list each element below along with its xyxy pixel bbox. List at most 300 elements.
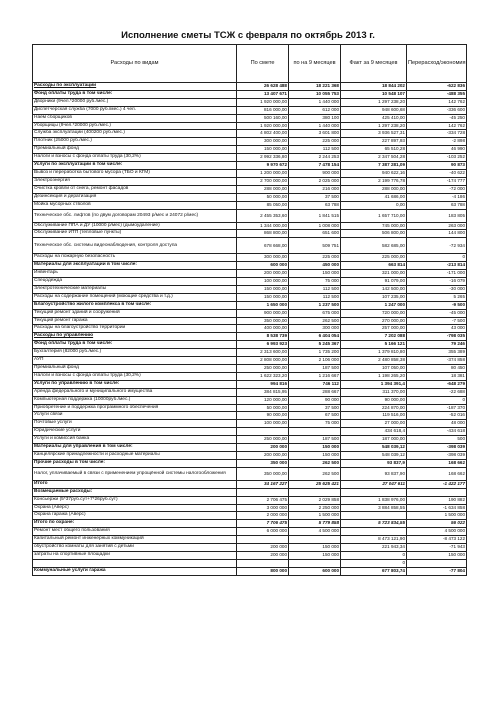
cell-variance: -488 355 (407, 90, 467, 98)
cell-variance: -174 777 (407, 177, 467, 185)
cell-expense-type: Расходы по управлению (33, 333, 237, 341)
cell-budget-9-months (289, 536, 341, 544)
cell-variance: -171 000 (407, 270, 467, 278)
cell-variance: -71 943 (407, 544, 467, 552)
cell-budget: 1 200 000,00 (237, 169, 289, 177)
cell-budget-9-months: 63 788 (289, 201, 341, 209)
cell-actual-9-months: 1 394 391,4 (341, 380, 407, 388)
cell-budget-9-months: 67 500 (289, 412, 341, 420)
cell-budget (237, 428, 289, 436)
cell-actual-9-months (341, 488, 407, 496)
header-expense-type: Расходы по видам (33, 45, 237, 83)
cell-budget: 200 000 (237, 444, 289, 452)
cell-actual-9-months: 288 000,00 (341, 185, 407, 193)
cell-expense-type: Охрана (Аверс) (33, 504, 237, 512)
cell-budget-9-months: 509 751 (289, 238, 341, 254)
cell-budget-9-months: 75 000 (289, 278, 341, 286)
cell-expense-type: Коммунальные услуги гаража (33, 567, 237, 575)
cell-budget: 100 000,00 (237, 278, 289, 286)
cell-expense-type: Диспетчерская служба (7000 руб./мес.) 4 чел. (33, 106, 237, 114)
table-body (33, 83, 467, 576)
cell-budget: 600 000 (237, 262, 289, 270)
cell-variance: 43 000 (407, 325, 467, 333)
cell-actual-9-months: 745 000,00 (341, 222, 407, 230)
table-row (33, 512, 467, 520)
table-row (33, 193, 467, 201)
cell-budget-9-months: 150 000 (289, 451, 341, 459)
cell-budget: 200 000 (237, 544, 289, 552)
cell-variance: 190 882 (407, 496, 467, 504)
cell-actual-9-months: 90 000,00 (341, 396, 407, 404)
cell-budget: 1 920 000,00 (237, 122, 289, 130)
cell-variance: -72 000 (407, 185, 467, 193)
cell-budget-9-months: 150 000 (289, 544, 341, 552)
cell-budget-9-months: 4 500 000 (289, 528, 341, 536)
table-row (33, 169, 467, 177)
cell-budget-9-months: 37 500 (289, 404, 341, 412)
cell-variance: -45 000 (407, 309, 467, 317)
document-title: Исполнение сметы ТСЖ с февраля по октябрь 2013 г. (121, 30, 375, 41)
cell-budget-9-months: 112 500 (289, 146, 341, 154)
cell-actual-9-months: 7 387 281,09 (341, 162, 407, 170)
cell-budget (237, 536, 289, 544)
cell-budget-9-months: 75 000 (289, 420, 341, 428)
cell-budget: 900 000,00 (237, 309, 289, 317)
cell-budget (237, 488, 289, 496)
cell-budget-9-months: 2 250 000 (289, 504, 341, 512)
cell-budget: 400 000,00 (237, 325, 289, 333)
cell-budget: 1 920 000,00 (237, 98, 289, 106)
cell-actual-9-months (341, 512, 407, 520)
cell-budget-9-months: 262 500 (289, 459, 341, 467)
cell-actual-9-months: 65 510,28 (341, 146, 407, 154)
cell-budget-9-months: 1 216 667 (289, 372, 341, 380)
cell-budget: 1 344 000,00 (237, 222, 289, 230)
cell-actual-9-months: 2 199 776,78 (341, 177, 407, 185)
cell-variance: 48 000 (407, 420, 467, 428)
table-row (33, 420, 467, 428)
cell-budget-9-months: 288 667 (289, 388, 341, 396)
cell-budget-9-months: 7 478 154 (289, 162, 341, 170)
cell-actual-9-months: 8 473 121,90 (341, 536, 407, 544)
cell-expense-type: Юридические услуги (33, 428, 237, 436)
table-row (33, 520, 467, 528)
cell-expense-type: Материалы для эксплуатации в том числе: (33, 262, 237, 270)
cell-actual-9-months: 225 000,00 (341, 254, 407, 262)
cell-budget: 200 000,00 (237, 451, 289, 459)
cell-budget: 350 000,00 (237, 317, 289, 325)
header-budget: По смете (237, 45, 289, 83)
cell-variance: 144 800 (407, 230, 467, 238)
cell-budget-9-months: 187 500 (289, 436, 341, 444)
cell-budget-9-months: 600 000 (289, 567, 341, 575)
table-row (33, 130, 467, 138)
cell-budget: 288 000,00 (237, 185, 289, 193)
cell-budget: 9 970 672 (237, 162, 289, 170)
cell-actual-9-months: 663 814 (341, 262, 407, 270)
table-row (33, 238, 467, 254)
table-header-row (33, 45, 467, 83)
table-row (33, 428, 467, 436)
cell-budget-9-months: 150 000 (289, 551, 341, 559)
cell-expense-type: Инвентарь (33, 270, 237, 278)
cell-variance: 79 246 (407, 341, 467, 349)
table-row (33, 412, 467, 420)
cell-expense-type: Консьержи (5*37руб.сут+7*26руб.сут) (33, 496, 237, 504)
cell-variance: -7 500 (407, 317, 467, 325)
cell-actual-9-months: 2 347 504,28 (341, 154, 407, 162)
cell-actual-9-months: 10 548 107 (341, 90, 407, 98)
table-row (33, 341, 467, 349)
cell-expense-type: Канцелярские принадлежности и расходные материалы (33, 451, 237, 459)
cell-variance: -103 252 (407, 154, 467, 162)
cell-variance: -72 934 (407, 238, 467, 254)
cell-actual-9-months: 321 000,00 (341, 270, 407, 278)
cell-budget-9-months: 262 500 (289, 317, 341, 325)
cell-expense-type: Прочие расходы в том числе: (33, 459, 237, 467)
cell-budget-9-months: 150 000 (289, 270, 341, 278)
table-row (33, 254, 467, 262)
cell-actual-9-months: 0,00 (341, 201, 407, 209)
cell-budget: 250 000,00 (237, 365, 289, 373)
table-row (33, 230, 467, 238)
cell-variance: 142 762 (407, 98, 467, 106)
header-budget-9-months: по на 9 месяцев (289, 45, 341, 83)
table-row (33, 309, 467, 317)
cell-budget-9-months: 675 000 (289, 309, 341, 317)
cell-expense-type: Капитальный ремонт инженерных коммуникаций (33, 536, 237, 544)
cell-actual-9-months: 107 050,00 (341, 365, 407, 373)
cell-expense-type: Расходы на пожарную безопасность (33, 254, 237, 262)
cell-budget-9-months (289, 559, 341, 567)
cell-expense-type: Налог, уплачиваемый в связи с применением упрощённой системы налогообложения (33, 467, 237, 480)
cell-budget: 300 000,00 (237, 254, 289, 262)
cell-variance: 500 (407, 436, 467, 444)
cell-expense-type: Материалы для управления в том числе: (33, 444, 237, 452)
cell-expense-type: Услуги по эксплуатации в том числе: (33, 162, 237, 170)
table-row (33, 114, 467, 122)
cell-variance: 5 265 (407, 293, 467, 301)
cell-expense-type: Компьютерная поддержка (10000руб./мес.) (33, 396, 237, 404)
cell-expense-type: Текущий ремонт зданий и сооружений (33, 309, 237, 317)
cell-actual-9-months: 434 618,4 (341, 428, 407, 436)
cell-budget: 2 808 000,00 (237, 357, 289, 365)
cell-variance: -77 804 (407, 567, 467, 575)
cell-budget: 500 160,00 (237, 114, 289, 122)
cell-actual-9-months: 221 943,34 (341, 544, 407, 552)
cell-budget-9-months: 2 244 253 (289, 154, 341, 162)
cell-budget-9-months: 746 112 (289, 380, 341, 388)
cell-actual-9-months: 0 (341, 559, 407, 567)
table-row (33, 301, 467, 309)
cell-expense-type: Расходы по эксплуатации (33, 83, 237, 91)
cell-expense-type: Услуги по управлению в том числе: (33, 380, 237, 388)
cell-actual-9-months: 3 884 858,55 (341, 504, 407, 512)
cell-expense-type: Премиальный фонд (33, 146, 237, 154)
cell-budget-9-months: 25 625 421 (289, 480, 341, 488)
cell-variance: -374 858 (407, 357, 467, 365)
table-row (33, 444, 467, 452)
cell-expense-type: Итого по охране: (33, 520, 237, 528)
cell-budget: 120 000,00 (237, 396, 289, 404)
cell-expense-type: Аренда федерального и муниципального имущества (33, 388, 237, 396)
cell-expense-type: Налоги и взносы с фонда оплаты труда (30,2%) (33, 372, 237, 380)
cell-budget-9-months: 216 000 (289, 185, 341, 193)
cell-expense-type: Текущий ремонт гаража (33, 317, 237, 325)
cell-expense-type: Обслуживание ППА и ДУ (10000 р/мес) (дымоудаление) (33, 222, 237, 230)
table-row (33, 278, 467, 286)
cell-expense-type (33, 559, 237, 567)
cell-actual-9-months: 677 803,74 (341, 567, 407, 575)
cell-expense-type: Спецодежда (33, 278, 237, 286)
cell-actual-9-months: 224 870,00 (341, 404, 407, 412)
table-row (33, 559, 467, 567)
header-variance: Перерасход/экономия (407, 45, 467, 83)
cell-expense-type: Ремонт мест общего пользования (33, 528, 237, 536)
cell-budget: 4 802 400,00 (237, 130, 289, 138)
cell-variance: 183 805 (407, 209, 467, 222)
cell-budget: 6 993 923 (237, 341, 289, 349)
cell-actual-9-months: 93 837,9 (341, 459, 407, 467)
table-row (33, 90, 467, 98)
table-row (33, 162, 467, 170)
table-row (33, 317, 467, 325)
cell-actual-9-months: 1 657 710,00 (341, 209, 407, 222)
cell-actual-9-months: 2 480 858,38 (341, 357, 407, 365)
cell-actual-9-months: 27 000,00 (341, 420, 407, 428)
cell-variance: 142 762 (407, 122, 467, 130)
cell-expense-type: Очистка кровли от снега, ремонт фасадов (33, 185, 237, 193)
cell-variance: -9 500 (407, 301, 467, 309)
cell-expense-type: Благоустройство жилого комплекса в том числе: (33, 301, 237, 309)
table-row (33, 98, 467, 106)
cell-budget: 2 000 000 (237, 512, 289, 520)
cell-actual-9-months: 548 039,12 (341, 451, 407, 459)
cell-budget: 8 538 739 (237, 333, 289, 341)
cell-actual-9-months: 119 516,00 (341, 412, 407, 420)
table-row (33, 388, 467, 396)
cell-actual-9-months: 91 079,00 (341, 278, 407, 286)
table-row (33, 504, 467, 512)
table-row (33, 357, 467, 365)
budget-table (32, 44, 467, 576)
cell-expense-type: Обслуживание ИТП (тепловые пункты) (33, 230, 237, 238)
cell-budget: 2 700 000,00 (237, 177, 289, 185)
cell-actual-9-months: 1 198 265,20 (341, 372, 407, 380)
cell-budget-9-months: 1 237 500 (289, 301, 341, 309)
cell-variance (407, 559, 467, 567)
cell-variance: -4 186 (407, 193, 467, 201)
cell-budget: 6 000 000 (237, 528, 289, 536)
cell-budget-9-months: 380 100 (289, 114, 341, 122)
cell-expense-type: Наем сборщиков (33, 114, 237, 122)
cell-budget-9-months: 6 404 054 (289, 333, 341, 341)
table-row (33, 496, 467, 504)
cell-budget-9-months: 2 025 000 (289, 177, 341, 185)
cell-budget-9-months: 300 000 (289, 325, 341, 333)
cell-actual-9-months: 227 897,93 (341, 138, 407, 146)
cell-variance: -40 622 (407, 169, 467, 177)
cell-actual-9-months: 257 000,00 (341, 325, 407, 333)
cell-variance: -1 634 858 (407, 504, 467, 512)
cell-budget: 300 000,00 (237, 138, 289, 146)
cell-expense-type: Техническое обс. лифтов (по двум договорам 20493 р/мес и 24072 р/мес) (33, 209, 237, 222)
cell-variance: 46 990 (407, 146, 467, 154)
cell-budget: 34 167 227 (237, 480, 289, 488)
table-row (33, 146, 467, 154)
cell-budget: 816 000,00 (237, 106, 289, 114)
cell-expense-type: Бухгалтерия (82000 руб./мес.) (33, 349, 237, 357)
cell-budget-9-months: 2 029 858 (289, 496, 341, 504)
table-row (33, 177, 467, 185)
cell-budget: 3 000 000 (237, 504, 289, 512)
cell-budget: 13 407 671 (237, 90, 289, 98)
cell-budget-9-months: 112 500 (289, 293, 341, 301)
cell-variance (407, 488, 467, 496)
cell-variance: 168 662 (407, 459, 467, 467)
cell-actual-9-months: 1 379 810,80 (341, 349, 407, 357)
cell-expense-type: Техническое обс. системы видеонаблюдения, контроля доступа (33, 238, 237, 254)
cell-actual-9-months: 425 410,00 (341, 114, 407, 122)
cell-budget: 868 800,00 (237, 230, 289, 238)
table-row (33, 365, 467, 373)
table-row (33, 436, 467, 444)
cell-expense-type: Почтовые услуги (33, 420, 237, 428)
cell-actual-9-months: 1 297 238,20 (341, 98, 407, 106)
cell-budget-9-months: 225 000 (289, 254, 341, 262)
cell-budget-9-months: 900 000 (289, 169, 341, 177)
cell-expense-type: Услуги связи (33, 412, 237, 420)
cell-budget-9-months: 3 601 800 (289, 130, 341, 138)
cell-actual-9-months: 41 686,00 (341, 193, 407, 201)
cell-actual-9-months: 311 370,00 (341, 388, 407, 396)
cell-budget-9-months: 225 000 (289, 138, 341, 146)
cell-actual-9-months: 506 800,00 (341, 230, 407, 238)
cell-actual-9-months: 1 297 238,20 (341, 122, 407, 130)
cell-variance: -434 618 (407, 428, 467, 436)
cell-budget-9-months: 2 106 000 (289, 357, 341, 365)
cell-variance: -398 039 (407, 451, 467, 459)
cell-expense-type: Фонд оплаты труда в том числе: (33, 341, 237, 349)
table-row (33, 380, 467, 388)
table-row (33, 459, 467, 467)
cell-budget-9-months: 612 000 (289, 106, 341, 114)
cell-variance: -16 079 (407, 278, 467, 286)
cell-actual-9-months: 270 000,00 (341, 317, 407, 325)
cell-budget: 150 000,00 (237, 146, 289, 154)
cell-budget-9-months: 1 008 000 (289, 222, 341, 230)
cell-expense-type: Служба эксплуатации (400200 руб./мес.) (33, 130, 237, 138)
cell-variance: 4 500 000 (407, 528, 467, 536)
cell-variance: -798 035 (407, 333, 467, 341)
cell-budget-9-months (289, 428, 341, 436)
cell-budget: 100 000,00 (237, 420, 289, 428)
cell-actual-9-months: 940 622,16 (341, 169, 407, 177)
cell-actual-9-months: 18 844 202 (341, 83, 407, 91)
table-row (33, 567, 467, 575)
cell-variance: 150 000 (407, 551, 467, 559)
cell-expense-type: Расходы на содержание помещений (моющие средства и т.д.) (33, 293, 237, 301)
cell-variance: -1 422 177 (407, 480, 467, 488)
cell-budget: 200 000,00 (237, 270, 289, 278)
cell-expense-type: Фонд оплаты труда в том числе: (33, 90, 237, 98)
cell-variance: 56 022 (407, 520, 467, 528)
cell-budget-9-months (289, 488, 341, 496)
cell-expense-type: Плотник (25000 руб./мес.) (33, 138, 237, 146)
cell-expense-type: Электротехнические материалы (33, 285, 237, 293)
cell-variance: 18 381 (407, 372, 467, 380)
cell-budget-9-months: 10 055 753 (289, 90, 341, 98)
cell-actual-9-months: 5 166 121 (341, 341, 407, 349)
cell-expense-type: Уборщицы (9чел.*20000 руб./мес.) (33, 122, 237, 130)
cell-variance: -22 688 (407, 388, 467, 396)
cell-variance: -187 370 (407, 404, 467, 412)
cell-budget: 2 455 353,60 (237, 209, 289, 222)
cell-expense-type: затраты на спортивные площадки (33, 551, 237, 559)
cell-actual-9-months: 948 600,68 (341, 106, 407, 114)
cell-budget: 2 992 336,80 (237, 154, 289, 162)
cell-variance: -45 250 (407, 114, 467, 122)
cell-actual-9-months: 7 202 088 (341, 333, 407, 341)
cell-budget: 1 650 000 (237, 301, 289, 309)
cell-expense-type: АУП (33, 357, 237, 365)
cell-budget-9-months: 5 245 367 (289, 341, 341, 349)
cell-budget: 50 000,00 (237, 193, 289, 201)
cell-budget-9-months: 90 000 (289, 396, 341, 404)
table-row (33, 544, 467, 552)
cell-expense-type: Вывоз и переработка бытового мусора (ТБО и КГМ) (33, 169, 237, 177)
cell-expense-type: Услуги и комиссия банка (33, 436, 237, 444)
table-row (33, 209, 467, 222)
table-row (33, 372, 467, 380)
table-row (33, 551, 467, 559)
cell-budget-9-months: 1 500 000 (289, 512, 341, 520)
cell-variance: -648 279 (407, 380, 467, 388)
cell-expense-type: Расходы на благоустройство территории (33, 325, 237, 333)
cell-variance: -8 473 122 (407, 536, 467, 544)
cell-actual-9-months: 142 500,00 (341, 285, 407, 293)
cell-variance: -334 728 (407, 130, 467, 138)
cell-expense-type: Электроэнергия (33, 177, 237, 185)
table-row (33, 528, 467, 536)
cell-variance: 0 (407, 396, 467, 404)
cell-budget-9-months: 37 500 (289, 193, 341, 201)
table-row (33, 270, 467, 278)
cell-budget-9-months: 18 221 368 (289, 83, 341, 91)
cell-variance: 63 788 (407, 201, 467, 209)
cell-actual-9-months: 5 723 834,55 (341, 520, 407, 528)
cell-budget: 26 628 488 (237, 83, 289, 91)
cell-budget: 384 815,95 (237, 388, 289, 396)
cell-variance: -622 836 (407, 83, 467, 91)
cell-variance: -213 814 (407, 262, 467, 270)
cell-budget: 350 000,00 (237, 467, 289, 480)
table-row (33, 488, 467, 496)
table-row (33, 451, 467, 459)
table-row (33, 467, 467, 480)
table-row (33, 349, 467, 357)
cell-expense-type: Возмещаемые расходы: (33, 488, 237, 496)
cell-actual-9-months: 582 685,00 (341, 238, 407, 254)
cell-budget-9-months: 450 000 (289, 262, 341, 270)
cell-variance: 263 000 (407, 222, 467, 230)
table-row (33, 154, 467, 162)
cell-actual-9-months: 27 047 611 (341, 480, 407, 488)
cell-budget: 678 668,00 (237, 238, 289, 254)
cell-budget-9-months: 1 841 515 (289, 209, 341, 222)
cell-budget-9-months: 112 500 (289, 285, 341, 293)
cell-variance: 355 389 (407, 349, 467, 357)
